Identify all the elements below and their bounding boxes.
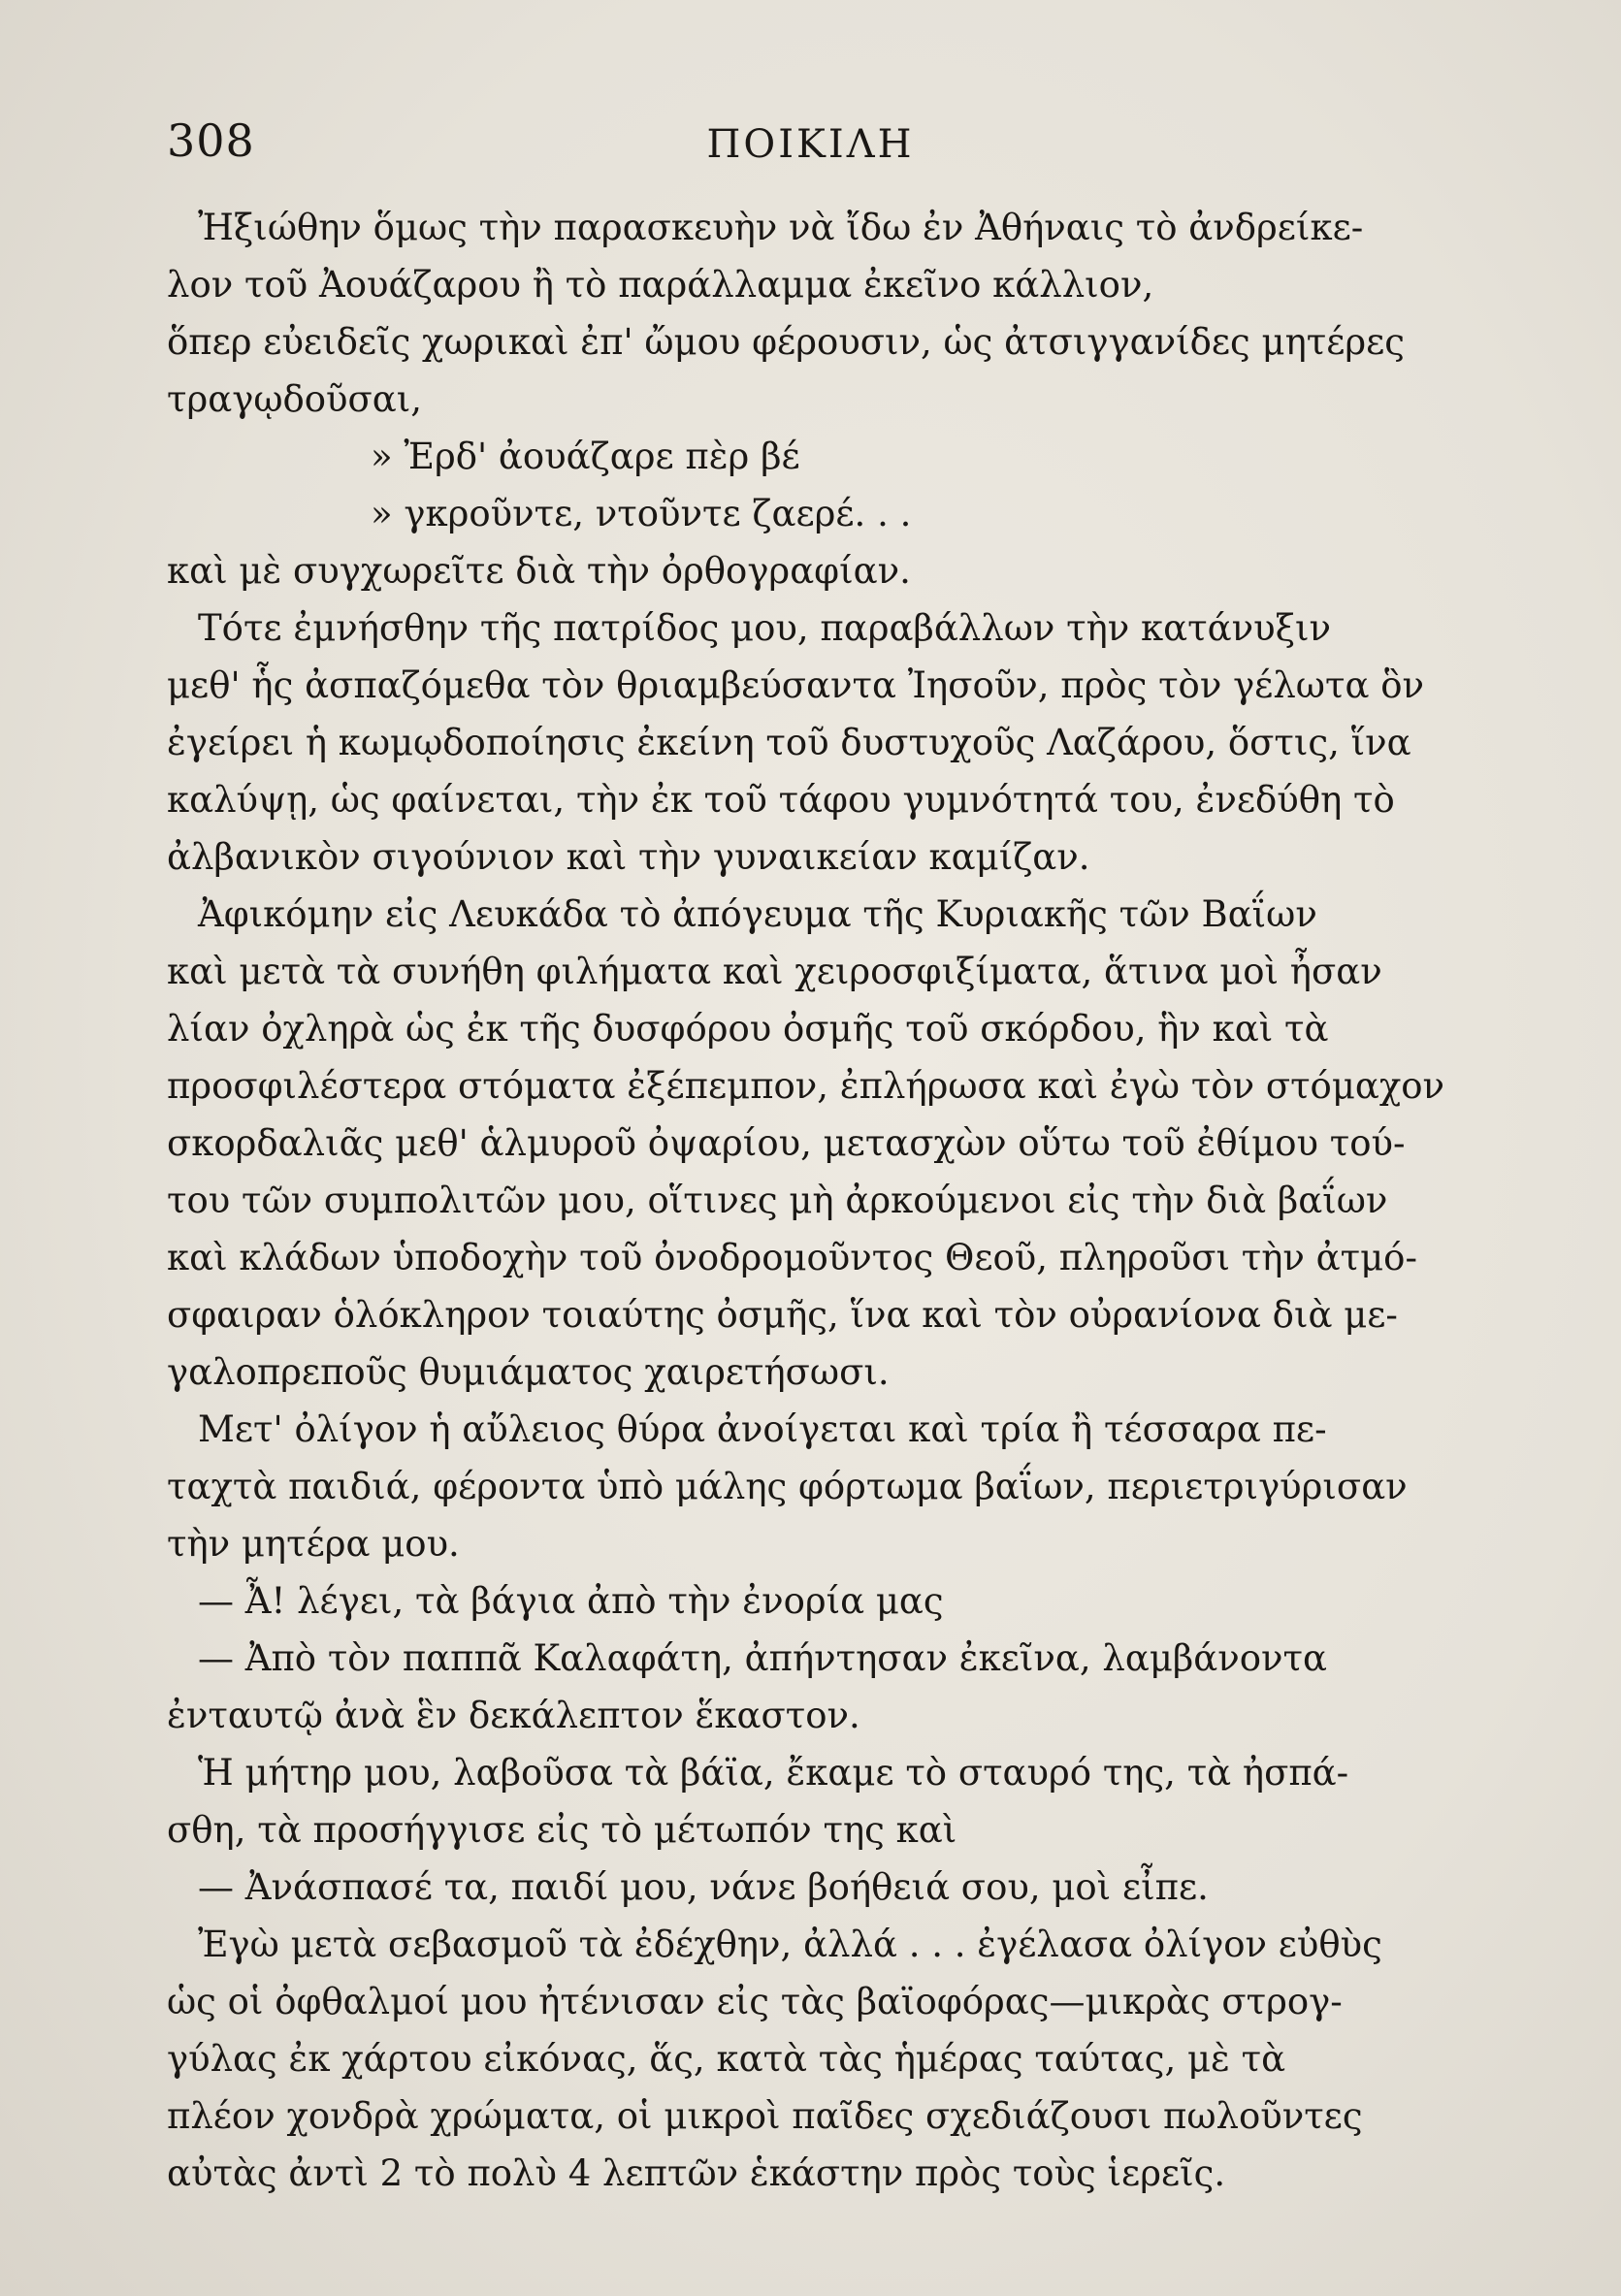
text-line: πλέον χονδρὰ χρώματα, οἱ μικροὶ παῖδες σχεδιάζουσι πωλοῦντες	[167, 2095, 1363, 2137]
text-line: ταχτὰ παιδιά, φέροντα ὑπὸ μάλης φόρτωμα βαΐων, περιετριγύρισαν	[167, 1466, 1408, 1507]
running-head: ΠΟΙΚΙΛΗ	[706, 122, 915, 167]
text-line: σθη, τὰ προσήγγισε εἰς τὸ μέτωπόν της καὶ	[167, 1809, 957, 1851]
page-number: 308	[167, 114, 255, 167]
text-line: » γκροῦντε, ντοῦντε ζαερέ. . .	[371, 493, 912, 534]
text-line: — Ἀπὸ τὸν παππᾶ Καλαφάτη, ἀπήντησαν ἐκεῖνα, λαμβάνοντα	[198, 1637, 1327, 1679]
text-line: γαλοπρεποῦς θυμιάματος χαιρετήσωσι.	[167, 1351, 890, 1393]
text-line: ἐνταυτῷ ἀνὰ ἓν δεκάλεπτον ἕκαστον.	[167, 1695, 860, 1736]
text-line: του τῶν συμπολιτῶν μου, οἵτινες μὴ ἀρκούμενοι εἰς τὴν διὰ βαΐων	[167, 1180, 1388, 1221]
text-line: — Ἀνάσπασέ τα, παιδί μου, νάνε βοήθειά σου, μοὶ εἶπε.	[198, 1866, 1209, 1908]
text-line: καλύψῃ, ὡς φαίνεται, τὴν ἐκ τοῦ τάφου γυμνότητά του, ἐνεδύθη τὸ	[167, 779, 1395, 821]
text-line: σκορδαλιᾶς μεθ' ἁλμυροῦ ὀψαρίου, μετασχὼν οὕτω τοῦ ἐθίμου τού-	[167, 1122, 1406, 1164]
text-line: Μετ' ὀλίγον ἡ αὔλειος θύρα ἀνοίγεται καὶ τρία ἢ τέσσαρα πε-	[198, 1408, 1327, 1450]
text-line: Ἠξιώθην ὅμως τὴν παρασκευὴν νὰ ἴδω ἐν Ἀθήναις τὸ ἀνδρείκε-	[198, 207, 1364, 248]
text-line: Ἐγὼ μετὰ σεβασμοῦ τὰ ἐδέχθην, ἀλλά . . . ἐγέλασα ὀλίγον εὐθὺς	[198, 1924, 1382, 1965]
text-line: ὅπερ εὐειδεῖς χωρικαὶ ἐπ' ὤμου φέρουσιν, ὡς ἀτσιγγανίδες μητέρες	[167, 321, 1406, 363]
text-line: λον τοῦ Ἀουάζαρου ἢ τὸ παράλλαμμα ἐκεῖνο κάλλιον,	[167, 264, 1154, 306]
text-line: τὴν μητέρα μου.	[167, 1523, 460, 1565]
text-line: ἐγείρει ἡ κωμῳδοποίησις ἐκείνη τοῦ δυστυχοῦς Λαζάρου, ὅστις, ἵνα	[167, 722, 1411, 763]
text-line: γύλας ἐκ χάρτου εἰκόνας, ἅς, κατὰ τὰς ἡμέρας ταύτας, μὲ τὰ	[167, 2038, 1286, 2080]
text-line: σφαιραν ὁλόκληρον τοιαύτης ὀσμῆς, ἵνα καὶ τὸν οὐρανίονα διὰ με-	[167, 1294, 1398, 1336]
text-line: ὡς οἱ ὀφθαλμοί μου ἠτένισαν εἰς τὰς βαϊοφόρας—μικρὰς στρογ-	[167, 1981, 1343, 2022]
text-line: προσφιλέστερα στόματα ἐξέπεμπον, ἐπλήρωσα καὶ ἐγὼ τὸν στόμαχον	[167, 1065, 1445, 1107]
text-line: αὐτὰς ἀντὶ 2 τὸ πολὺ 4 λεπτῶν ἑκάστην πρὸς τοὺς ἱερεῖς.	[167, 2152, 1226, 2194]
text-line: Ἀφικόμην εἰς Λευκάδα τὸ ἀπόγευμα τῆς Κυριακῆς τῶν Βαΐων	[198, 893, 1317, 935]
text-line: » Ἐρδ' ἀουάζαρε πὲρ βέ	[371, 436, 800, 477]
text-line: Τότε ἐμνήσθην τῆς πατρίδος μου, παραβάλλων τὴν κατάνυξιν	[198, 607, 1331, 649]
text-line: τραγῳδοῦσαι,	[167, 378, 423, 420]
text-line: λίαν ὀχληρὰ ὡς ἐκ τῆς δυσφόρου ὀσμῆς τοῦ σκόρδου, ἣν καὶ τὰ	[167, 1008, 1329, 1050]
text-line: καὶ μετὰ τὰ συνήθη φιλήματα καὶ χειροσφιξίματα, ἅτινα μοὶ ἦσαν	[167, 951, 1382, 992]
text-line: καὶ μὲ συγχωρεῖτε διὰ τὴν ὀρθογραφίαν.	[167, 550, 911, 592]
body-text	[167, 199, 1445, 2202]
text-line: καὶ κλάδων ὑποδοχὴν τοῦ ὀνοδρομοῦντος Θεοῦ, πληροῦσι τὴν ἀτμό-	[167, 1237, 1417, 1278]
text-line: Ἡ μήτηρ μου, λαβοῦσα τὰ βάϊα, ἔκαμε τὸ σταυρό της, τὰ ἠσπά-	[198, 1752, 1349, 1794]
text-line: ἀλβανικὸν σιγούνιον καὶ τὴν γυναικείαν καμίζαν.	[167, 836, 1090, 878]
text-line: — Ἆ! λέγει, τὰ βάγια ἀπὸ τὴν ἐνορία μας	[198, 1580, 944, 1622]
text-line: μεθ' ἧς ἀσπαζόμεθα τὸν θριαμβεύσαντα Ἰησοῦν, πρὸς τὸν γέλωτα ὃν	[167, 664, 1424, 706]
